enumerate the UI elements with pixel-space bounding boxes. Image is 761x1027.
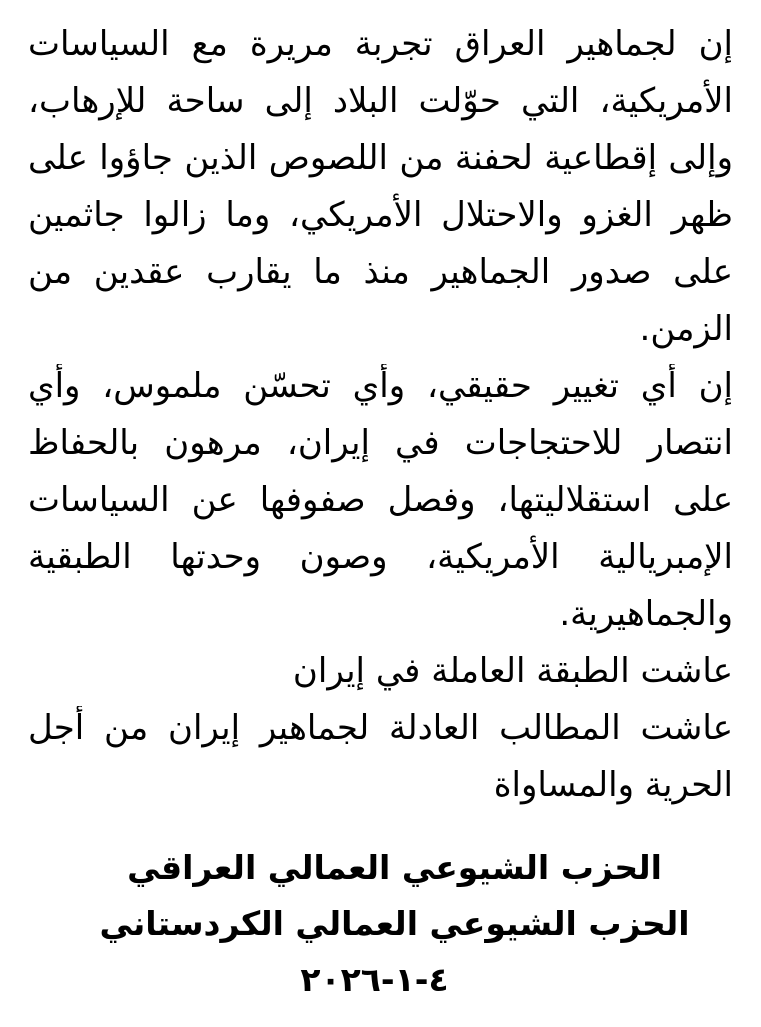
slogan-line: عاشت الطبقة العاملة في إيران (292, 651, 733, 691)
signature-date-text: ٤-١-٢٠٢٦ (300, 960, 449, 999)
slogan-line: عاشت المطالب العادلة لجماهير إيران من أجل (28, 708, 733, 748)
slogan-line: الحرية والمساواة (493, 765, 733, 805)
statement-line: والجماهيرية. (559, 594, 733, 634)
statement-line: الإمبريالية الأمريكية، وصون وحدتها الطبقية (28, 537, 733, 577)
signature-party-2 (0, 902, 761, 946)
statement-line: على صدور الجماهير منذ ما يقارب عقدين من (28, 252, 733, 292)
statement-line: الأمريكية، التي حوّلت البلاد إلى ساحة للإرهاب، (28, 81, 733, 121)
signature-date (0, 958, 761, 1002)
statement-line: إن أي تغيير حقيقي، وأي تحسّن ملموس، وأي (28, 366, 733, 406)
signature-party-1 (0, 846, 761, 890)
signature-party-2-text: الحزب الشيوعي العمالي الكردستاني (99, 904, 690, 943)
statement-line: انتصار للاحتجاجات في إيران، مرهون بالحفاظ (28, 423, 733, 463)
statement-line: وإلى إقطاعية لحفنة من اللصوص الذين جاؤوا على (28, 138, 733, 178)
signature-party-1-text: الحزب الشيوعي العمالي العراقي (127, 848, 662, 887)
statement-line: على استقلاليتها، وفصل صفوفها عن السياسات (28, 480, 733, 520)
statement-line: ظهر الغزو والاحتلال الأمريكي، وما زالوا جاثمين (28, 195, 733, 235)
statement-line: الزمن. (639, 309, 733, 349)
statement-line: إن لجماهير العراق تجربة مريرة مع السياسات (28, 24, 733, 64)
